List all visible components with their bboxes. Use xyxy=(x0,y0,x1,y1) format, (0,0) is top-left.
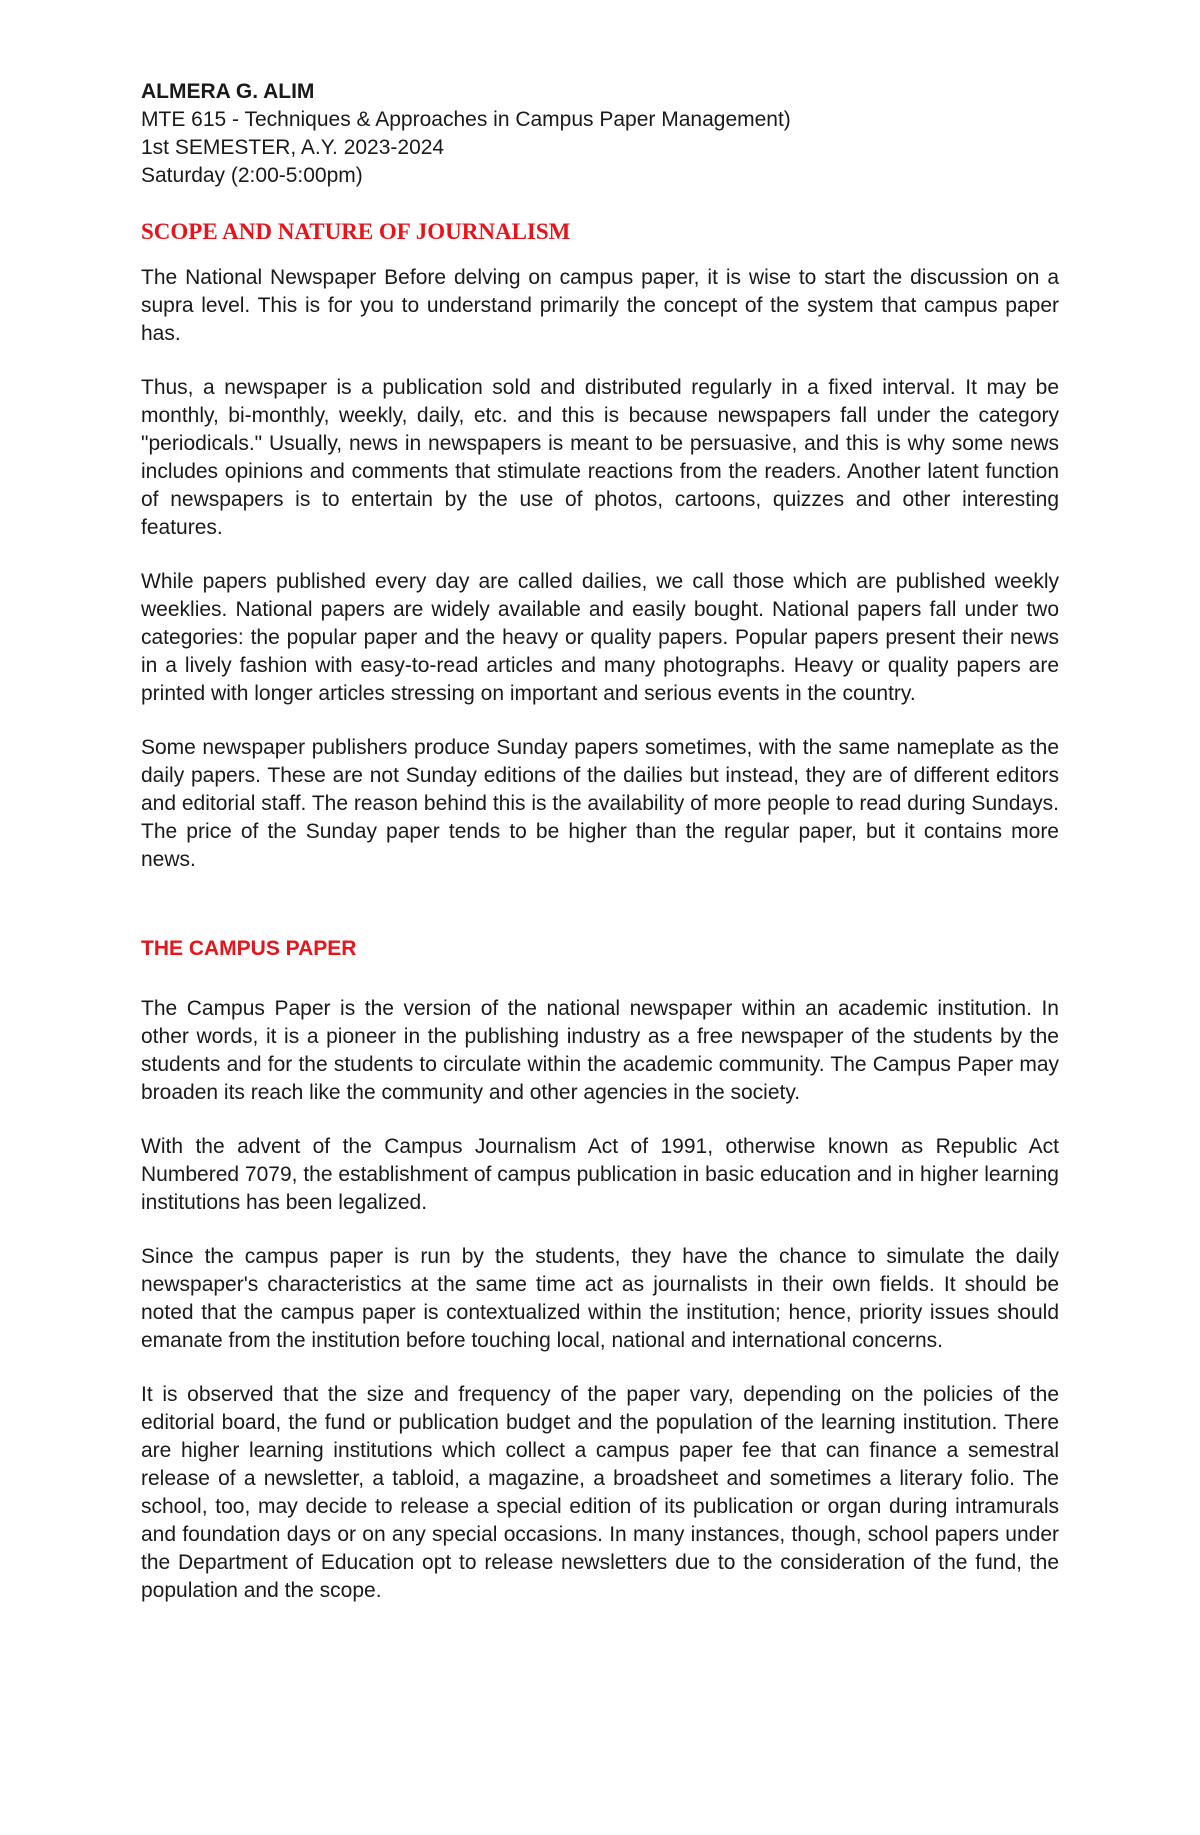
body-paragraph: It is observed that the size and frequency of the paper vary, depending on the policies of the editorial board, the fund or publication budget and the population of the learning institution. There are higher learning institutions which collect a campus paper fee that can finance a semestral release of a newsletter, a tabloid, a magazine, a broadsheet and sometimes a literary folio. The school, too, may decide to release a special edition of its publication or organ during intramurals and foundation days or on any special occasions. In many instances, though, school papers under the Department of Education opt to release newsletters due to the consideration of the fund, the population and the scope. xyxy=(141,1383,1059,1602)
body-paragraph: Thus, a newspaper is a publication sold and distributed regularly in a fixed interval. It may be monthly, bi-monthly, weekly, daily, etc. and this is because newspapers fall under the category "periodicals." Usually, news in newspapers is meant to be persuasive, and this is why some news includes opinions and comments that stimulate reactions from the readers. Another latent function of newspapers is to entertain by the use of photos, cartoons, quizzes and other interesting features. xyxy=(141,376,1059,539)
class-schedule: Saturday (2:00-5:00pm) xyxy=(141,164,363,187)
body-paragraph: While papers published every day are called dailies, we call those which are published weekly weeklies. National papers are widely available and easily bought. National papers fall under two categories: the popular paper and the heavy or quality papers. Popular papers present their news in a lively fashion with easy-to-read articles and many photographs. Heavy or quality papers are printed with longer articles stressing on important and serious events in the country. xyxy=(141,570,1059,705)
body-paragraph: Since the campus paper is run by the students, they have the chance to simulate the daily newspaper's characteristics at the same time act as journalists in their own fields. It should be noted that the campus paper is contextualized within the institution; hence, priority issues should emanate from the institution before touching local, national and international concerns. xyxy=(141,1245,1059,1352)
document-page xyxy=(141,78,1059,1631)
section-heading: SCOPE AND NATURE OF JOURNALISM xyxy=(141,219,571,244)
section-heading: THE CAMPUS PAPER xyxy=(141,937,357,960)
body-paragraph: The National Newspaper Before delving on campus paper, it is wise to start the discussion on a supra level. This is for you to understand primarily the concept of the system that campus paper has. xyxy=(141,266,1059,345)
section-scope-and-nature xyxy=(141,218,1059,874)
semester-info: 1st SEMESTER, A.Y. 2023-2024 xyxy=(141,136,445,159)
body-paragraph: Some newspaper publishers produce Sunday papers sometimes, with the same nameplate as the daily papers. These are not Sunday editions of the dailies but instead, they are of different editors and editorial staff. The reason behind this is the availability of more people to read during Sundays. The price of the Sunday paper tends to be higher than the regular paper, but it contains more news. xyxy=(141,736,1059,871)
body-paragraph: With the advent of the Campus Journalism Act of 1991, otherwise known as Republic Act Numbered 7079, the establishment of campus publication in basic education and in higher learning institutions has been legalized. xyxy=(141,1135,1059,1214)
body-paragraph: The Campus Paper is the version of the national newspaper within an academic institution. In other words, it is a pioneer in the publishing industry as a free newspaper of the students by the students and for the students to circulate within the academic community. The Campus Paper may broaden its reach like the community and other agencies in the society. xyxy=(141,997,1059,1104)
section-campus-paper xyxy=(141,935,1059,1605)
author-name: ALMERA G. ALIM xyxy=(141,80,315,103)
document-header xyxy=(141,78,1059,190)
course-title: MTE 615 - Techniques & Approaches in Campus Paper Management) xyxy=(141,108,791,131)
